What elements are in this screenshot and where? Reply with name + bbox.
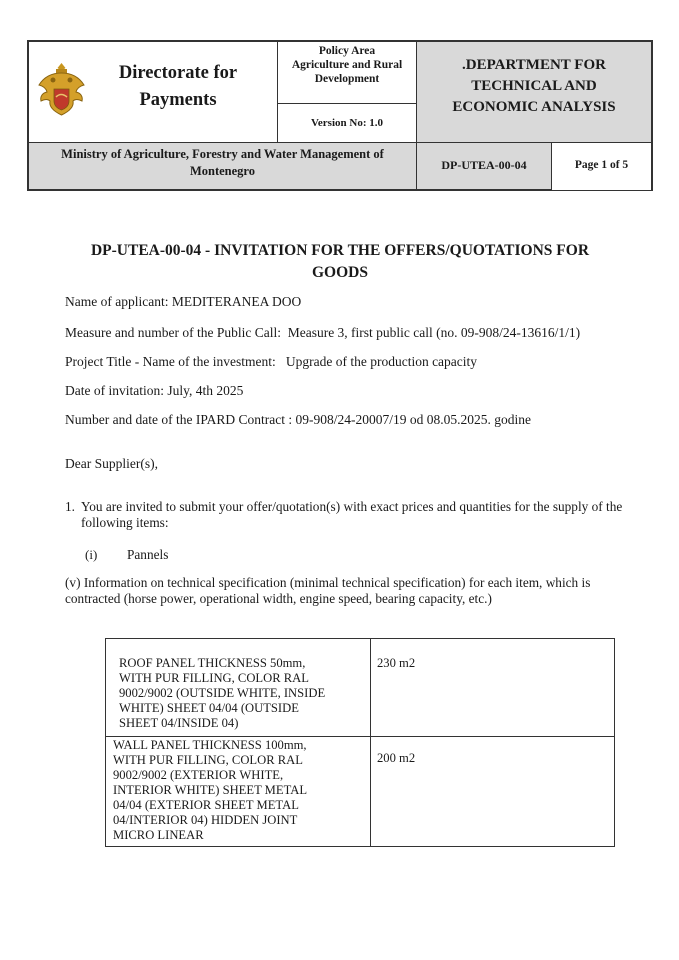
header-bottom-row: [29, 142, 651, 189]
title-line-2: GOODS: [312, 264, 368, 281]
item-quantity: 200 m2: [371, 737, 615, 847]
document-code: DP-UTEA-00-04: [416, 143, 551, 190]
version-label: Version No: 1.0: [310, 117, 383, 129]
directorate-cell: [29, 42, 277, 142]
measure-value: Measure 3, first public call (no. 09-908/24-13616/1/1): [287, 325, 581, 340]
project-field: [65, 354, 477, 370]
invitation-date: Date of invitation: July, 4th 2025: [65, 383, 244, 398]
applicant-field: Name of applicant: MEDITERANEA DOO: [65, 294, 302, 309]
list-item-text: You are invited to submit your offer/quotation(s) with exact prices and quantities for the supply of the following items:: [81, 499, 623, 530]
description-line: WITH PUR FILLING, COLOR RAL: [113, 753, 303, 767]
coat-of-arms-icon: [34, 59, 89, 119]
project-value: Upgrade of the production capacity: [285, 354, 478, 369]
sub-item-text: Pannels: [127, 547, 169, 562]
title-line-1: DP-UTEA-00-04 - INVITATION FOR THE OFFERS/QUOTATIONS FOR: [90, 242, 590, 259]
description-line: 9002/9002 (EXTERIOR WHITE,: [113, 768, 284, 782]
department-line-1: .DEPARTMENT FOR: [462, 57, 606, 73]
policy-area-line-3: Development: [314, 73, 380, 85]
description-line: INTERIOR WHITE) SHEET METAL: [113, 783, 308, 797]
item-quantity: 230 m2: [371, 639, 615, 737]
description-line: 04/INTERIOR 04) HIDDEN JOINT: [113, 813, 298, 827]
description-line: SHEET 04/INSIDE 04): [119, 716, 239, 730]
table-row: [106, 639, 615, 737]
specification-note: (v) Information on technical specification (minimal technical specification) for each item, which is contracted (horse power, operational width, engine speed, bearing capacity, etc.): [65, 575, 591, 606]
description-line: 9002/9002 (OUTSIDE WHITE, INSIDE: [119, 686, 326, 700]
description-line: 04/04 (EXTERIOR SHEET METAL: [113, 798, 299, 812]
description-line: WITH PUR FILLING, COLOR RAL: [119, 671, 309, 685]
document-title: [60, 240, 620, 284]
project-label: Project Title - Name of the investment:: [65, 354, 276, 369]
ministry-line-1: Ministry of Agriculture, Forestry and Water Management of: [61, 147, 384, 161]
department-cell: [416, 42, 651, 142]
policy-area-line-1: Policy Area: [318, 45, 376, 57]
description-line: ROOF PANEL THICKNESS 50mm,: [119, 656, 306, 670]
measure-field: [65, 325, 580, 341]
item-description: [106, 737, 371, 847]
salutation: Dear Supplier(s),: [65, 456, 158, 471]
directorate-line-1: Directorate for: [118, 63, 238, 83]
list-item-number: 1.: [65, 499, 75, 514]
item-description: [106, 639, 371, 737]
directorate-title: [103, 60, 253, 114]
sub-item-marker: (i): [85, 547, 98, 562]
items-table: [105, 638, 615, 847]
description-line: MICRO LINEAR: [113, 828, 204, 842]
page-number: Page 1 of 5: [551, 143, 651, 190]
document-header: [27, 40, 653, 191]
directorate-line-2: Payments: [139, 90, 217, 110]
measure-label: Measure and number of the Public Call:: [65, 325, 281, 340]
ministry-cell: [29, 143, 416, 190]
department-line-3: ECONOMIC ANALYSIS: [452, 99, 616, 115]
contract-field: Number and date of the IPARD Contract : 09-908/24-20007/19 od 08.05.2025. godine: [65, 412, 531, 427]
table-row: [106, 737, 615, 847]
description-line: WALL PANEL THICKNESS 100mm,: [113, 738, 307, 752]
policy-area-cell: [277, 42, 416, 142]
description-line: WHITE) SHEET 04/04 (OUTSIDE: [119, 701, 299, 715]
department-line-2: TECHNICAL AND: [471, 78, 597, 94]
policy-area-line-2: Agriculture and Rural: [291, 59, 403, 71]
ministry-line-2: Montenegro: [189, 164, 256, 178]
